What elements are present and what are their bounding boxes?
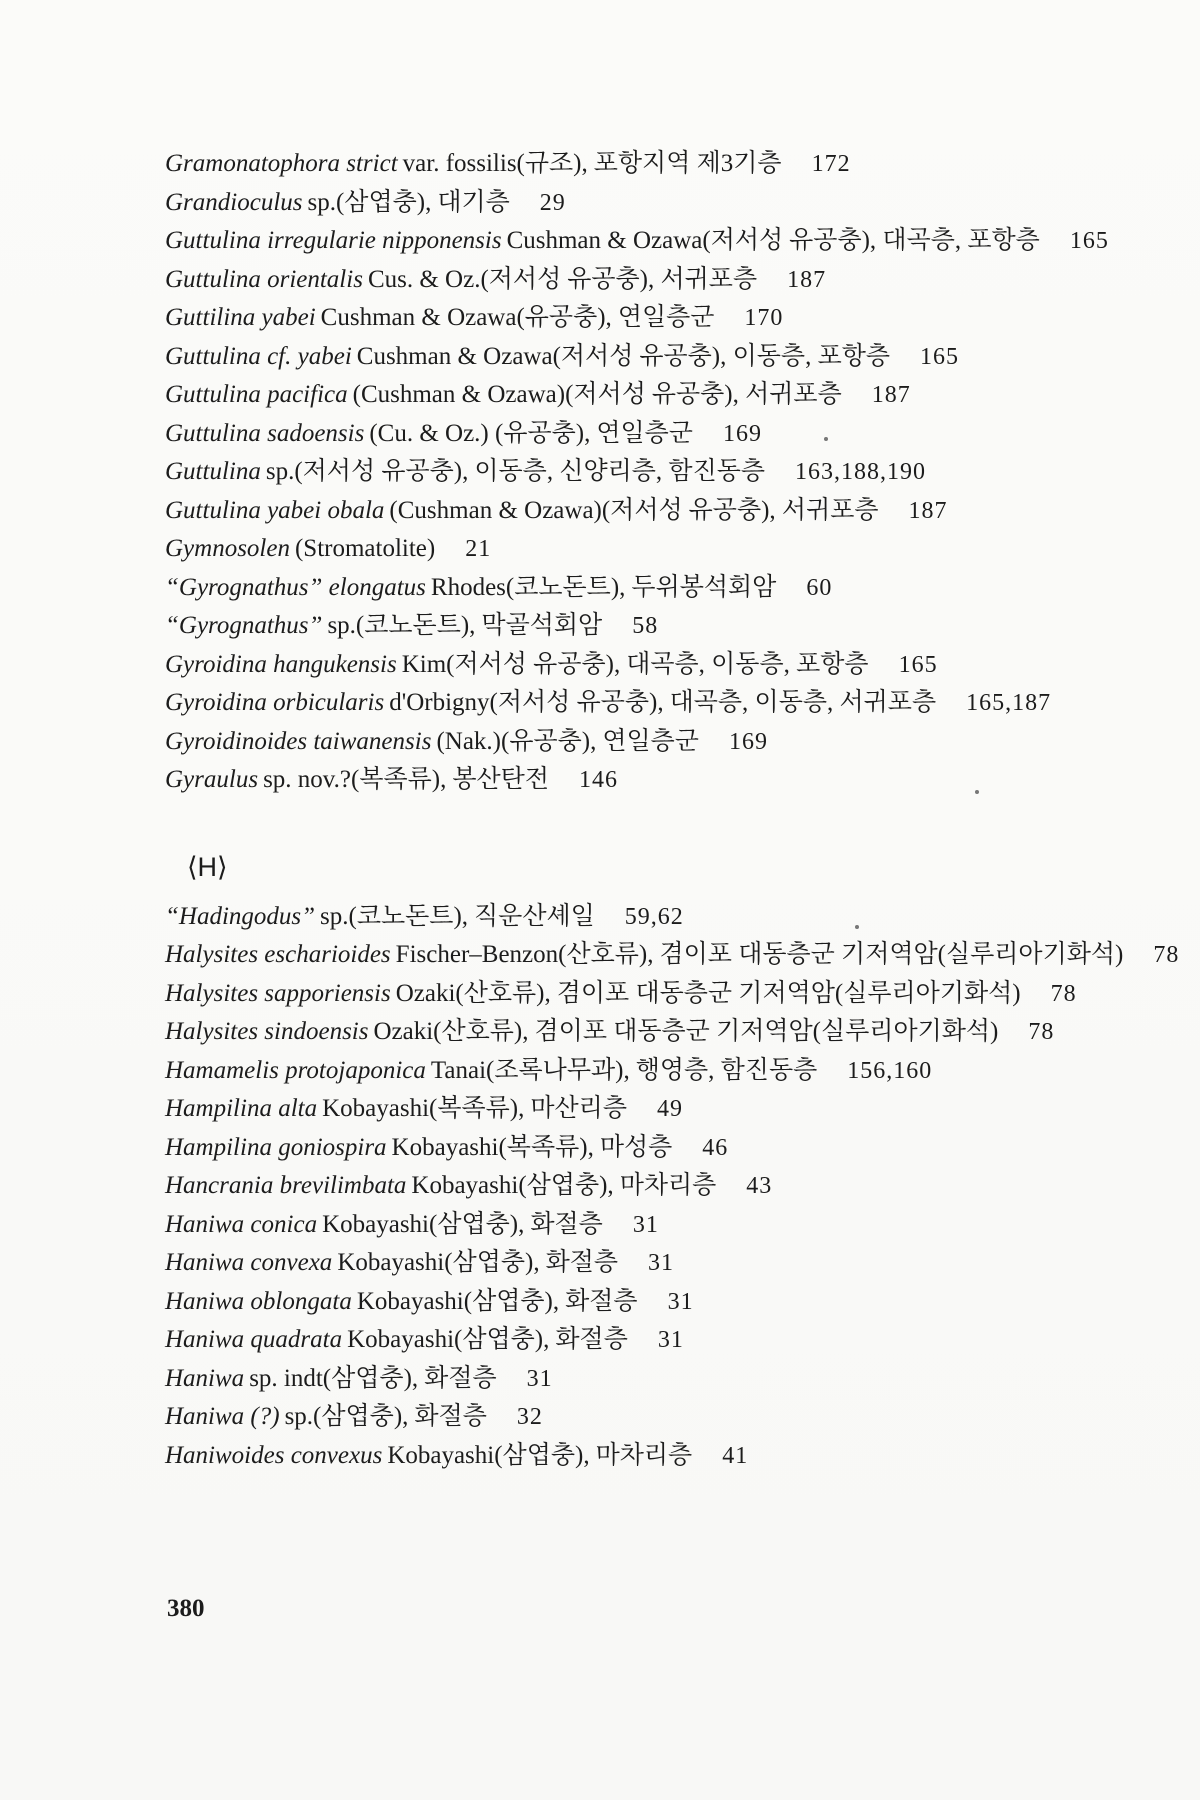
- page-reference: 59,62: [624, 903, 684, 930]
- page-reference: 21: [465, 536, 492, 562]
- page-reference: 78: [1153, 942, 1180, 968]
- page-reference: 165,187: [966, 690, 1052, 716]
- formation-locality: 유공충), 이동층, 포항층: [639, 342, 891, 370]
- formation-locality: 이동층, 신양리층, 함진동층: [474, 458, 766, 485]
- stray-mark: [975, 790, 979, 794]
- formation-locality: 마산리층: [530, 1095, 627, 1122]
- page-reference: 31: [667, 1288, 694, 1315]
- index-entry: [165, 1013, 1065, 1052]
- section-h-entries: [165, 898, 1180, 1476]
- page-reference: 78: [1028, 1019, 1055, 1045]
- index-entry: [165, 646, 1065, 685]
- index-entry: [165, 299, 1065, 338]
- index-entry: [165, 1283, 1065, 1322]
- taxon-name: Gramonatophora strict: [165, 150, 398, 177]
- page-reference: 165: [1069, 228, 1109, 254]
- page-number: 380: [167, 1595, 205, 1622]
- index-entry: [165, 1437, 1065, 1476]
- index-entry: [165, 723, 1065, 762]
- index-entry: [165, 453, 1065, 492]
- page-reference: 187: [871, 382, 911, 408]
- formation-locality: 화절층: [414, 1403, 487, 1430]
- taxon-author-group: Kim(저서성 유공충),: [401, 650, 621, 678]
- taxon-author-group: Ozaki(산호류),: [395, 979, 551, 1007]
- formation-locality: 화절층: [565, 1287, 638, 1315]
- taxon-name: Gyroidina hangukensis: [165, 650, 397, 678]
- taxon-name: Haniwa (?): [165, 1403, 280, 1430]
- page-reference: 187: [787, 266, 827, 293]
- page-reference: 31: [632, 1211, 659, 1238]
- index-entry: [165, 222, 1109, 261]
- formation-locality: 행영층, 함진동층: [635, 1056, 818, 1084]
- taxon-name: Guttulina: [165, 458, 261, 485]
- section-g-entries: [165, 145, 1109, 800]
- index-entry: [165, 1167, 1065, 1206]
- taxon-author-group: sp. indt(삼엽충),: [249, 1364, 419, 1392]
- page-reference: 60: [806, 574, 833, 601]
- formation-locality: 대곡층, 이동층, 포항층: [626, 650, 869, 678]
- page-reference: 31: [648, 1250, 675, 1276]
- index-list: [165, 145, 1180, 1475]
- taxon-name: Halysites escharioides: [165, 941, 391, 968]
- index-entry: [165, 569, 1065, 608]
- index-entry: [165, 1321, 1065, 1360]
- formation-locality: 유공충), 서귀포층: [688, 496, 879, 524]
- index-entry: [165, 145, 1065, 184]
- taxon-name: Gyroidina orbicularis: [165, 689, 385, 716]
- index-entry: [165, 975, 1077, 1014]
- formation-locality: 마차리층: [619, 1172, 717, 1199]
- taxon-name: Guttilina yabei: [165, 304, 316, 331]
- taxon-author-group: var. fossilis(규조),: [402, 150, 588, 177]
- page-reference: 29: [539, 189, 566, 216]
- taxon-author-group: Kobayashi(삼엽충),: [347, 1326, 550, 1353]
- stray-mark: [855, 925, 859, 929]
- taxon-author-group: Kobayashi(복족류),: [322, 1095, 525, 1122]
- taxon-author-group: Kobayashi(삼엽충),: [322, 1210, 525, 1238]
- index-entry: [165, 1129, 1065, 1168]
- formation-locality: 포항지역 제3기층: [593, 150, 782, 177]
- page-reference: 163,188,190: [795, 459, 927, 485]
- taxon-name: Halysites sapporiensis: [165, 979, 391, 1007]
- taxon-author-group: Kobayashi(삼엽충),: [387, 1441, 590, 1469]
- taxon-name: Guttulina cf. yabei: [165, 342, 352, 370]
- taxon-name: “Hadingodus”: [165, 902, 316, 930]
- index-entry: [165, 1244, 1065, 1283]
- index-entry: [165, 684, 1065, 723]
- page-reference: 58: [632, 613, 659, 639]
- taxon-author-group: sp.(코노돈트),: [320, 902, 469, 930]
- taxon-author-group: Cushman & Ozawa(저서성: [506, 227, 784, 254]
- taxon-name: Haniwa conica: [165, 1210, 318, 1238]
- index-entry: [165, 338, 1065, 377]
- formation-locality: 화절층: [545, 1249, 619, 1276]
- taxon-name: Guttulina sadoensis: [165, 419, 365, 447]
- taxon-author-group: sp.(저서성 유공충),: [265, 458, 469, 485]
- page-reference: 78: [1050, 980, 1077, 1007]
- index-entry: [165, 1090, 1065, 1129]
- formation-locality: 두위봉석회암: [631, 573, 777, 601]
- formation-locality: 화절층: [530, 1210, 603, 1238]
- index-entry: [165, 530, 1065, 569]
- taxon-name: Haniwa: [165, 1364, 245, 1392]
- index-entry: [165, 898, 1065, 937]
- taxon-author-group: (Cushman & Ozawa)(저서성: [352, 381, 646, 408]
- taxon-author-group: sp.(코노돈트),: [327, 612, 476, 639]
- taxon-author-group: (Stromatolite): [294, 535, 436, 562]
- taxon-name: Haniwa oblongata: [165, 1287, 352, 1315]
- formation-locality: 겸이포 대동층군 기저역암(실루리아기화석): [556, 979, 1021, 1007]
- taxon-author-group: Tanai(조록나무과),: [430, 1056, 630, 1084]
- index-entry: [165, 761, 1065, 800]
- taxon-author-group: Fischer–Benzon(산호류),: [395, 941, 654, 968]
- taxon-name: Hampilina alta: [165, 1095, 318, 1122]
- taxon-author-group: Kobayashi(삼엽충),: [337, 1249, 540, 1276]
- formation-locality: 연일층군: [596, 419, 693, 447]
- taxon-name: Gyraulus: [165, 766, 259, 793]
- taxon-name: “Gyrognathus” elongatus: [165, 573, 426, 601]
- taxon-author-group: sp. nov.?(복족류),: [263, 766, 447, 793]
- page-reference: 156,160: [847, 1057, 933, 1084]
- index-entry: [165, 376, 1065, 415]
- taxon-name: Haniwa convexa: [165, 1249, 333, 1276]
- formation-locality: 마성층: [599, 1133, 673, 1161]
- taxon-name: Hamamelis protojaponica: [165, 1056, 426, 1084]
- section-heading-h: ⟨H⟩: [187, 851, 228, 882]
- index-entry: [165, 936, 1180, 975]
- formation-locality: 마차리층: [595, 1441, 693, 1469]
- formation-locality: 대곡층, 이동층, 서귀포층: [669, 689, 937, 716]
- index-entry: [165, 415, 1065, 454]
- formation-locality: 봉산탄전: [452, 766, 549, 793]
- taxon-name: Grandioculus: [165, 188, 303, 216]
- taxon-author-group: Kobayashi(삼엽충),: [411, 1172, 614, 1199]
- taxon-author-group: Cushman & Ozawa(저서성: [356, 342, 634, 370]
- index-entry: [165, 261, 1065, 300]
- index-entry: [165, 1398, 1065, 1437]
- taxon-author-group: Kobayashi(삼엽충),: [356, 1287, 560, 1315]
- taxon-author-group: Rhodes(코노돈트),: [430, 573, 626, 601]
- taxon-author-group: Cushman & Ozawa(유공충),: [320, 304, 612, 331]
- taxon-author-group: d'Orbigny(저서성 유공충),: [389, 689, 664, 716]
- page-reference: 43: [746, 1173, 773, 1199]
- index-entry: [165, 1052, 1065, 1091]
- taxon-author-group: sp.(삼엽충),: [284, 1403, 409, 1430]
- index-entry: [165, 1206, 1065, 1245]
- taxon-name: Haniwoides convexus: [165, 1441, 383, 1469]
- taxon-name: Hancrania brevilimbata: [165, 1172, 407, 1199]
- page-reference: 169: [722, 420, 762, 447]
- page-reference: 41: [722, 1442, 749, 1469]
- formation-locality: 겸이포 대동층군 기저역암(실루리아기화석): [659, 941, 1124, 968]
- page-reference: 187: [908, 497, 948, 524]
- formation-locality: 유공충), 대곡층, 포항층: [789, 227, 1040, 254]
- page-reference: 31: [526, 1365, 553, 1392]
- index-entry: [165, 1360, 1065, 1399]
- page-reference: 172: [811, 151, 851, 177]
- page-reference: 169: [728, 728, 768, 755]
- index-entry: [165, 184, 1065, 223]
- page-reference: 146: [578, 767, 618, 793]
- taxon-name: Gyroidinoides taiwanensis: [165, 727, 432, 755]
- formation-locality: 연일층군: [617, 304, 715, 331]
- taxon-name: Guttulina orientalis: [165, 265, 363, 293]
- page-reference: 170: [744, 305, 784, 331]
- taxon-author-group: (Cu. & Oz.) (유공충),: [369, 419, 591, 447]
- taxon-author-group: (Cushman & Ozawa)(저서성: [389, 496, 683, 524]
- taxon-name: “Gyrognathus”: [165, 612, 323, 639]
- index-entry: [165, 492, 1065, 531]
- taxon-author-group: Kobayashi(복족류),: [391, 1133, 594, 1161]
- page-reference: 49: [656, 1096, 683, 1122]
- formation-locality: 막골석회암: [481, 612, 603, 639]
- taxon-author-group: (Nak.)(유공충),: [436, 727, 597, 755]
- page-reference: 165: [920, 343, 960, 370]
- formation-locality: 겸이포 대동층군 기저역암(실루리아기화석): [534, 1018, 999, 1045]
- taxon-name: Gymnosolen: [165, 535, 290, 562]
- stray-mark: [824, 437, 828, 441]
- index-entry: [165, 607, 1065, 646]
- taxon-name: Guttulina pacifica: [165, 381, 348, 408]
- taxon-name: Guttulina irregularie nipponensis: [165, 227, 502, 254]
- page-reference: 32: [516, 1404, 543, 1430]
- formation-locality: 직운산셰일: [474, 902, 595, 930]
- formation-locality: 화절층: [555, 1326, 628, 1353]
- formation-locality: 유공충), 서귀포층: [567, 265, 758, 293]
- formation-locality: 연일층군: [602, 727, 699, 755]
- taxon-name: Hampilina goniospira: [165, 1133, 387, 1161]
- formation-locality: 화절층: [424, 1364, 497, 1392]
- page-reference: 165: [898, 651, 938, 678]
- taxon-author-group: Ozaki(산호류),: [373, 1018, 529, 1045]
- taxon-author-group: Cus. & Oz.(저서성: [367, 265, 562, 293]
- taxon-author-group: sp.(삼엽충),: [307, 188, 432, 216]
- page-reference: 46: [702, 1134, 729, 1161]
- taxon-name: Halysites sindoensis: [165, 1018, 369, 1045]
- page-reference: 31: [657, 1327, 684, 1353]
- taxon-name: Haniwa quadrata: [165, 1326, 343, 1353]
- taxon-name: Guttulina yabei obala: [165, 496, 385, 524]
- formation-locality: 유공충), 서귀포층: [651, 381, 842, 408]
- formation-locality: 대기층: [437, 188, 510, 216]
